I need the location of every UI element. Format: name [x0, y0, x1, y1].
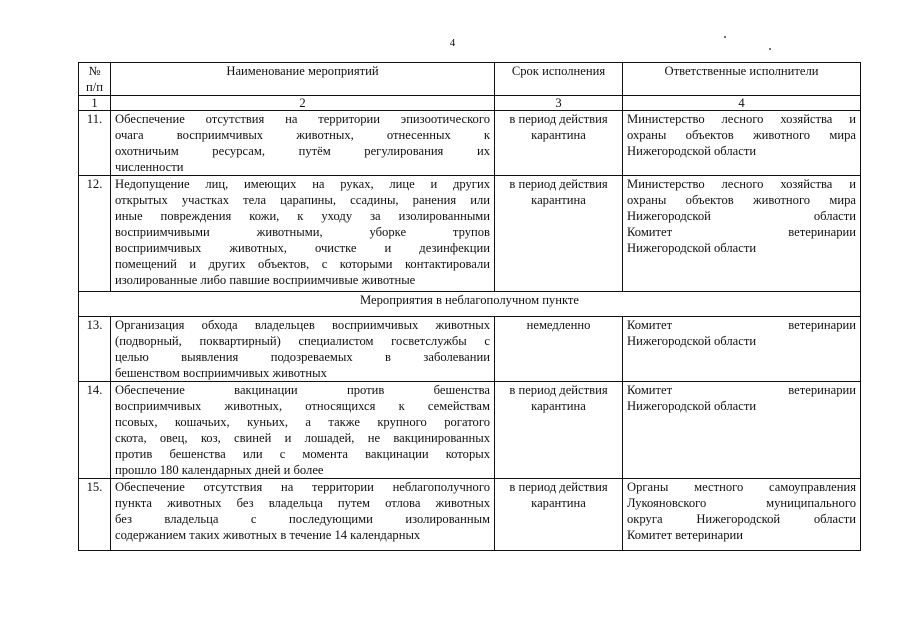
row-number: 12. [79, 176, 111, 292]
text-line: Органы местного самоуправления [627, 480, 856, 494]
index-cell: 2 [111, 96, 495, 111]
text-line: пункта животных без владельца путем отлова животных [115, 496, 490, 510]
section-title: Мероприятия в неблагополучном пункте [79, 292, 861, 317]
header-num: № п/п [79, 63, 111, 96]
header-row [79, 63, 861, 96]
event-term [495, 317, 623, 382]
table-row [79, 479, 861, 551]
text-line: Нижегородской области [627, 334, 757, 348]
text-line: помещений и других объектов, с которыми контактировали [115, 257, 490, 271]
text-line: восприимчивых животных, относящихся к семействам [115, 399, 490, 413]
scan-speck [769, 48, 771, 50]
text-line: Нижегородской области [627, 144, 757, 158]
text-line: Лукояновского муниципального [627, 496, 856, 510]
text-line: немедленно [526, 318, 591, 332]
text-line: восприимчивыми животными, уборке трупов [115, 225, 490, 239]
text-line: изолированные либо павшие восприимчивые животные [115, 273, 416, 287]
text-line: содержанием таких животных в течение 14 календарных [115, 528, 421, 542]
event-responsible [623, 317, 861, 382]
text-line: Министерство лесного хозяйства и [627, 177, 856, 191]
event-responsible [623, 111, 861, 176]
text-line: Нижегородской области [627, 209, 856, 223]
text-line: в период действия [509, 383, 608, 397]
text-line: округа Нижегородской области [627, 512, 856, 526]
event-term [495, 176, 623, 292]
text-line: открытых участках тела царапины, ссадины, ранения или [115, 193, 490, 207]
text-line: карантина [531, 193, 586, 207]
row-number: 11. [79, 111, 111, 176]
index-cell: 3 [495, 96, 623, 111]
text-line: Министерство лесного хозяйства и [627, 112, 856, 126]
text-line: псовых, кошачьих, куньих, а также крупного рогатого [115, 415, 490, 429]
text-line: без владельца с последующими изолированным [115, 512, 490, 526]
index-cell: 1 [79, 96, 111, 111]
event-name [111, 479, 495, 551]
text-line: Нижегородской области [627, 399, 757, 413]
text-line: (подворный, поквартирный) специалистом госветслужбы с [115, 334, 490, 348]
text-line: целью выявления подозреваемых в заболевании [115, 350, 490, 364]
row-number: 15. [79, 479, 111, 551]
event-name [111, 317, 495, 382]
event-term [495, 111, 623, 176]
text-line: карантина [531, 496, 586, 510]
text-line: Комитет ветеринарии [627, 318, 856, 332]
text-line: Обеспечение отсутствия на территории неблагополучного [115, 480, 490, 494]
text-line: Организация обхода владельцев восприимчивых животных [115, 318, 490, 332]
text-line: охраны объектов животного мира [627, 193, 856, 207]
row-number: 13. [79, 317, 111, 382]
event-term [495, 479, 623, 551]
text-line: Комитет ветеринарии [627, 528, 743, 542]
header-term: Срок исполнения [495, 63, 623, 96]
text-line: в период действия [509, 112, 608, 126]
text-line: бешенством восприимчивых животных [115, 366, 327, 380]
section-row [79, 292, 861, 317]
text-line: численности [115, 160, 184, 174]
text-line: охраны объектов животного мира [627, 128, 856, 142]
text-line: карантина [531, 128, 586, 142]
text-line: Недопущение лиц, имеющих на руках, лице и других [115, 177, 490, 191]
text-line: иные повреждения кожи, к уходу за изолированными [115, 209, 490, 223]
text-line: в период действия [509, 480, 608, 494]
event-name [111, 382, 495, 479]
text-line: в период действия [509, 177, 608, 191]
event-responsible [623, 176, 861, 292]
text-line: Нижегородской области [627, 241, 757, 255]
header-name: Наименование мероприятий [111, 63, 495, 96]
table-row [79, 111, 861, 176]
text-line: Комитет ветеринарии [627, 225, 856, 239]
header-responsible: Ответственные исполнители [623, 63, 861, 96]
text-line: против бешенства или с момента вакцинации которых [115, 447, 490, 461]
text-line: карантина [531, 399, 586, 413]
text-line: Обеспечение вакцинации против бешенства [115, 383, 490, 397]
index-cell: 4 [623, 96, 861, 111]
event-responsible [623, 479, 861, 551]
text-line: Комитет ветеринарии [627, 383, 856, 397]
text-line: охотничьим ресурсам, путём регулирования их [115, 144, 490, 158]
event-name [111, 111, 495, 176]
column-index-row [79, 96, 861, 111]
text-line: очага восприимчивых животных, отнесенных к [115, 128, 490, 142]
page-number: 4 [449, 37, 456, 49]
event-term [495, 382, 623, 479]
table-row [79, 176, 861, 292]
text-line: Обеспечение отсутствия на территории эпизоотического [115, 112, 490, 126]
text-line: скота, овец, коз, свиней и лошадей, не вакцинированных [115, 431, 490, 445]
events-table [78, 62, 861, 551]
table-row [79, 317, 861, 382]
table-row [79, 382, 861, 479]
text-line: восприимчивых животных, очистке и дезинфекции [115, 241, 490, 255]
event-responsible [623, 382, 861, 479]
event-name [111, 176, 495, 292]
text-line: прошло 180 календарных дней и более [115, 463, 324, 477]
row-number: 14. [79, 382, 111, 479]
scan-speck [724, 36, 726, 38]
